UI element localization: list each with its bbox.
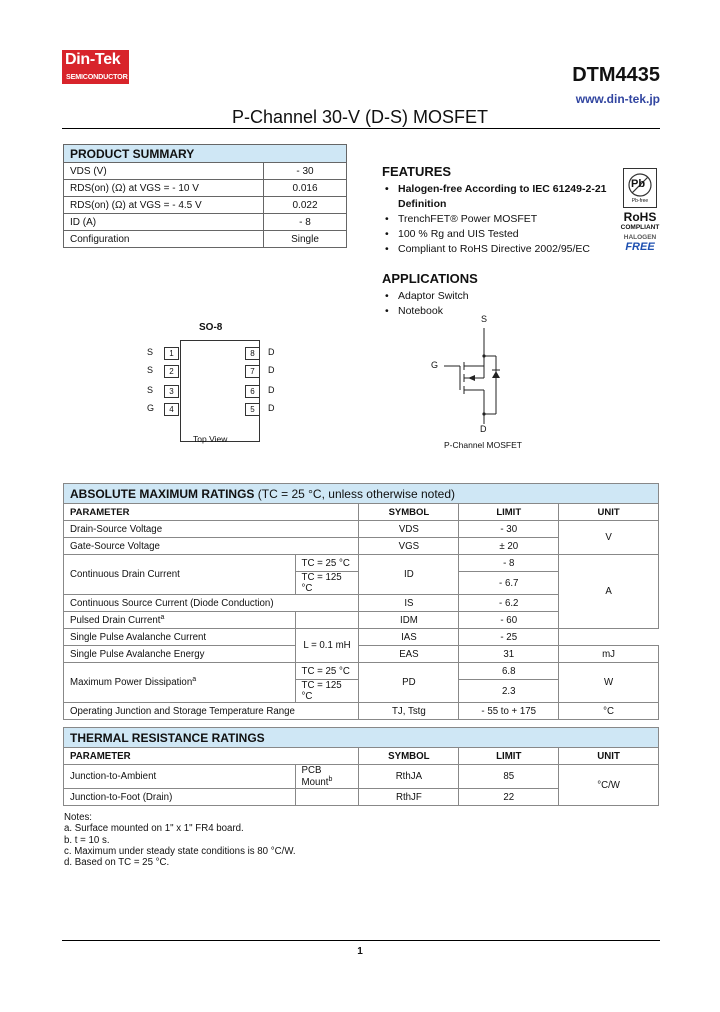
table-row bbox=[64, 214, 347, 231]
amr-param: Pulsed Drain Current bbox=[70, 615, 161, 627]
website-link[interactable]: www.din-tek.jp bbox=[575, 92, 660, 106]
column-header: SYMBOL bbox=[359, 748, 459, 765]
amr-limit: - 6.2 bbox=[459, 595, 559, 612]
package-view-label: Top View bbox=[193, 434, 228, 444]
amr-condition-cell: TC = 25 °C bbox=[295, 663, 359, 680]
amr-limit: - 30 bbox=[459, 521, 559, 538]
drain-terminal-label: D bbox=[480, 424, 487, 434]
amr-param: Gate-Source Voltage bbox=[64, 538, 359, 555]
pb-label: Pb bbox=[631, 178, 646, 190]
applications-title: APPLICATIONS bbox=[382, 271, 478, 286]
column-header: PARAMETER bbox=[64, 504, 359, 521]
product-summary-table bbox=[63, 144, 347, 248]
footnote-mark: b bbox=[328, 776, 333, 783]
pin-label: S bbox=[147, 385, 154, 395]
amr-condition-cell bbox=[295, 612, 359, 629]
pb-free-icon bbox=[623, 168, 657, 208]
thermal-condition bbox=[295, 789, 359, 806]
applications-section bbox=[382, 271, 582, 319]
halogen-free-label: FREE bbox=[625, 241, 655, 253]
amr-symbol: IS bbox=[359, 595, 459, 612]
so8-package-diagram bbox=[140, 318, 280, 448]
thermal-limit: 22 bbox=[459, 789, 559, 806]
table-row bbox=[64, 197, 347, 214]
note-item: c. Maximum under steady state conditions is 80 °C/W. bbox=[64, 845, 296, 857]
mosfet-symbol bbox=[420, 314, 530, 454]
pin-number: 2 bbox=[164, 365, 179, 378]
thermal-unit: °C/W bbox=[559, 765, 659, 806]
features-list bbox=[382, 182, 617, 257]
source-terminal-label: S bbox=[481, 314, 488, 324]
amr-param: Maximum Power Dissipation bbox=[70, 677, 193, 689]
summary-param: VDS (V) bbox=[64, 163, 264, 180]
table-row bbox=[64, 521, 659, 538]
amr-limit: - 55 to + 175 bbox=[459, 703, 559, 720]
amr-symbol: VDS bbox=[359, 521, 459, 538]
summary-value: - 8 bbox=[264, 214, 347, 231]
thermal-symbol: RthJF bbox=[359, 789, 459, 806]
pin-number: 7 bbox=[245, 365, 260, 378]
summary-value: 0.016 bbox=[264, 180, 347, 197]
amr-symbol: ID bbox=[359, 555, 459, 595]
amr-symbol: IAS bbox=[359, 629, 459, 646]
amr-param: Continuous Source Current (Diode Conduction) bbox=[64, 595, 359, 612]
thermal-resistance-table bbox=[63, 727, 659, 806]
pin-label: D bbox=[268, 403, 275, 413]
note-item: b. t = 10 s. bbox=[64, 834, 110, 846]
rohs-badge bbox=[616, 168, 664, 253]
summary-param: ID (A) bbox=[64, 214, 264, 231]
thermal-param: Junction-to-Ambient bbox=[64, 765, 296, 789]
amr-param-cell bbox=[64, 612, 296, 629]
logo-text: Din-Tek bbox=[65, 51, 121, 68]
pin-number: 8 bbox=[245, 347, 260, 360]
note-item: d. Based on TC = 25 °C. bbox=[64, 857, 170, 869]
summary-param: RDS(on) (Ω) at VGS = - 10 V bbox=[64, 180, 264, 197]
pin-label: D bbox=[268, 365, 275, 375]
amr-limit: - 60 bbox=[459, 612, 559, 629]
column-header: UNIT bbox=[559, 504, 659, 521]
column-header: PARAMETER bbox=[64, 748, 359, 765]
thermal-symbol: RthJA bbox=[359, 765, 459, 789]
pin-number: 4 bbox=[164, 403, 179, 416]
table-row bbox=[64, 646, 659, 663]
rohs-compliant: COMPLIANT bbox=[620, 224, 660, 231]
table-row bbox=[64, 703, 659, 720]
amr-limit: ± 20 bbox=[459, 538, 559, 555]
amr-symbol: EAS bbox=[359, 646, 459, 663]
amr-unit: W bbox=[559, 663, 659, 703]
table-row bbox=[64, 555, 659, 572]
pin-number: 6 bbox=[245, 385, 260, 398]
header-divider bbox=[62, 128, 660, 129]
amr-condition: (TC = 25 °C, unless otherwise noted) bbox=[257, 486, 456, 501]
pin-label: S bbox=[147, 347, 154, 357]
amr-condition-cell: TC = 25 °C bbox=[295, 555, 359, 572]
list-item: • TrenchFET® Power MOSFET bbox=[382, 212, 617, 227]
table-row bbox=[64, 163, 347, 180]
table-row bbox=[64, 765, 659, 789]
page-number: 1 bbox=[357, 946, 363, 957]
footnote-mark: a bbox=[160, 613, 165, 621]
amr-param: Single Pulse Avalanche Current bbox=[64, 629, 296, 646]
amr-symbol: TJ, Tstg bbox=[359, 703, 459, 720]
amr-limit: 2.3 bbox=[459, 680, 559, 703]
footer-divider bbox=[62, 940, 660, 941]
column-header: UNIT bbox=[559, 748, 659, 765]
amr-param: Single Pulse Avalanche Energy bbox=[64, 646, 296, 663]
gate-terminal-label: G bbox=[431, 360, 439, 370]
pb-free-label: Pb-free bbox=[631, 198, 649, 204]
symbol-caption: P-Channel MOSFET bbox=[444, 440, 522, 450]
summary-value: Single bbox=[264, 231, 347, 248]
rohs-label: RoHS bbox=[623, 210, 657, 224]
table-row bbox=[64, 180, 347, 197]
thermal-condition-text: PCB Mount bbox=[301, 765, 329, 789]
amr-param: Continuous Drain Current bbox=[64, 555, 296, 595]
summary-value: - 30 bbox=[264, 163, 347, 180]
amr-param: Operating Junction and Storage Temperature Range bbox=[64, 703, 359, 720]
amr-symbol: VGS bbox=[359, 538, 459, 555]
logo-subtext: SEMICONDUCTOR bbox=[66, 72, 128, 81]
summary-value: 0.022 bbox=[264, 197, 347, 214]
amr-header bbox=[64, 484, 659, 504]
amr-unit: A bbox=[559, 555, 659, 629]
table-row bbox=[64, 629, 659, 646]
notes-section bbox=[64, 812, 296, 868]
notes-title: Notes: bbox=[64, 812, 92, 823]
amr-limit: - 8 bbox=[459, 555, 559, 572]
list-item: • 100 % Rg and UIS Tested bbox=[382, 227, 617, 242]
amr-condition-cell: TC = 125 °C bbox=[295, 572, 359, 595]
pin-label: D bbox=[268, 347, 275, 357]
page-title: P-Channel 30-V (D-S) MOSFET bbox=[231, 107, 489, 127]
amr-unit: °C bbox=[559, 703, 659, 720]
features-title: FEATURES bbox=[382, 164, 452, 179]
pin-label: D bbox=[268, 385, 275, 395]
column-header: SYMBOL bbox=[359, 504, 459, 521]
amr-symbol: IDM bbox=[359, 612, 459, 629]
amr-limit: 31 bbox=[459, 646, 559, 663]
absolute-maximum-ratings-table bbox=[63, 483, 659, 720]
column-header: LIMIT bbox=[459, 504, 559, 521]
thermal-title: THERMAL RESISTANCE RATINGS bbox=[64, 728, 659, 748]
package-name: SO-8 bbox=[199, 322, 223, 333]
amr-title: ABSOLUTE MAXIMUM RATINGS bbox=[70, 486, 255, 501]
list-item: • Halogen-free According to IEC 61249-2-21 Definition bbox=[382, 182, 617, 212]
pin-label: S bbox=[147, 365, 154, 375]
list-item: • Adaptor Switch bbox=[382, 289, 582, 304]
footnote-mark: a bbox=[192, 676, 197, 684]
pin-label: G bbox=[147, 403, 155, 413]
table-row bbox=[64, 663, 659, 680]
note-item: a. Surface mounted on 1" x 1" FR4 board. bbox=[64, 823, 244, 835]
summary-param: RDS(on) (Ω) at VGS = - 4.5 V bbox=[64, 197, 264, 214]
summary-param: Configuration bbox=[64, 231, 264, 248]
pin-number: 3 bbox=[164, 385, 179, 398]
product-summary-title: PRODUCT SUMMARY bbox=[64, 145, 347, 163]
amr-param: Drain-Source Voltage bbox=[64, 521, 359, 538]
features-section bbox=[382, 164, 617, 257]
amr-condition-cell: L = 0.1 mH bbox=[295, 629, 359, 663]
amr-symbol: PD bbox=[359, 663, 459, 703]
amr-param-cell bbox=[64, 663, 296, 703]
column-header: LIMIT bbox=[459, 748, 559, 765]
amr-limit: - 25 bbox=[459, 629, 559, 646]
amr-unit: V bbox=[559, 521, 659, 555]
thermal-param: Junction-to-Foot (Drain) bbox=[64, 789, 296, 806]
amr-condition-cell: TC = 125 °C bbox=[295, 680, 359, 703]
part-number: DTM4435 bbox=[572, 64, 660, 86]
halogen-label: HALOGEN bbox=[623, 234, 657, 241]
mosfet-schematic-icon bbox=[420, 314, 530, 454]
amr-limit: - 6.7 bbox=[459, 572, 559, 595]
amr-unit: mJ bbox=[559, 646, 659, 663]
list-item: • Compliant to RoHS Directive 2002/95/EC bbox=[382, 242, 617, 257]
thermal-condition bbox=[295, 765, 359, 789]
company-logo bbox=[62, 50, 129, 84]
thermal-limit: 85 bbox=[459, 765, 559, 789]
amr-limit: 6.8 bbox=[459, 663, 559, 680]
pin-number: 5 bbox=[245, 403, 260, 416]
table-row bbox=[64, 231, 347, 248]
pin-number: 1 bbox=[164, 347, 179, 360]
list-item: • Notebook bbox=[382, 304, 582, 319]
